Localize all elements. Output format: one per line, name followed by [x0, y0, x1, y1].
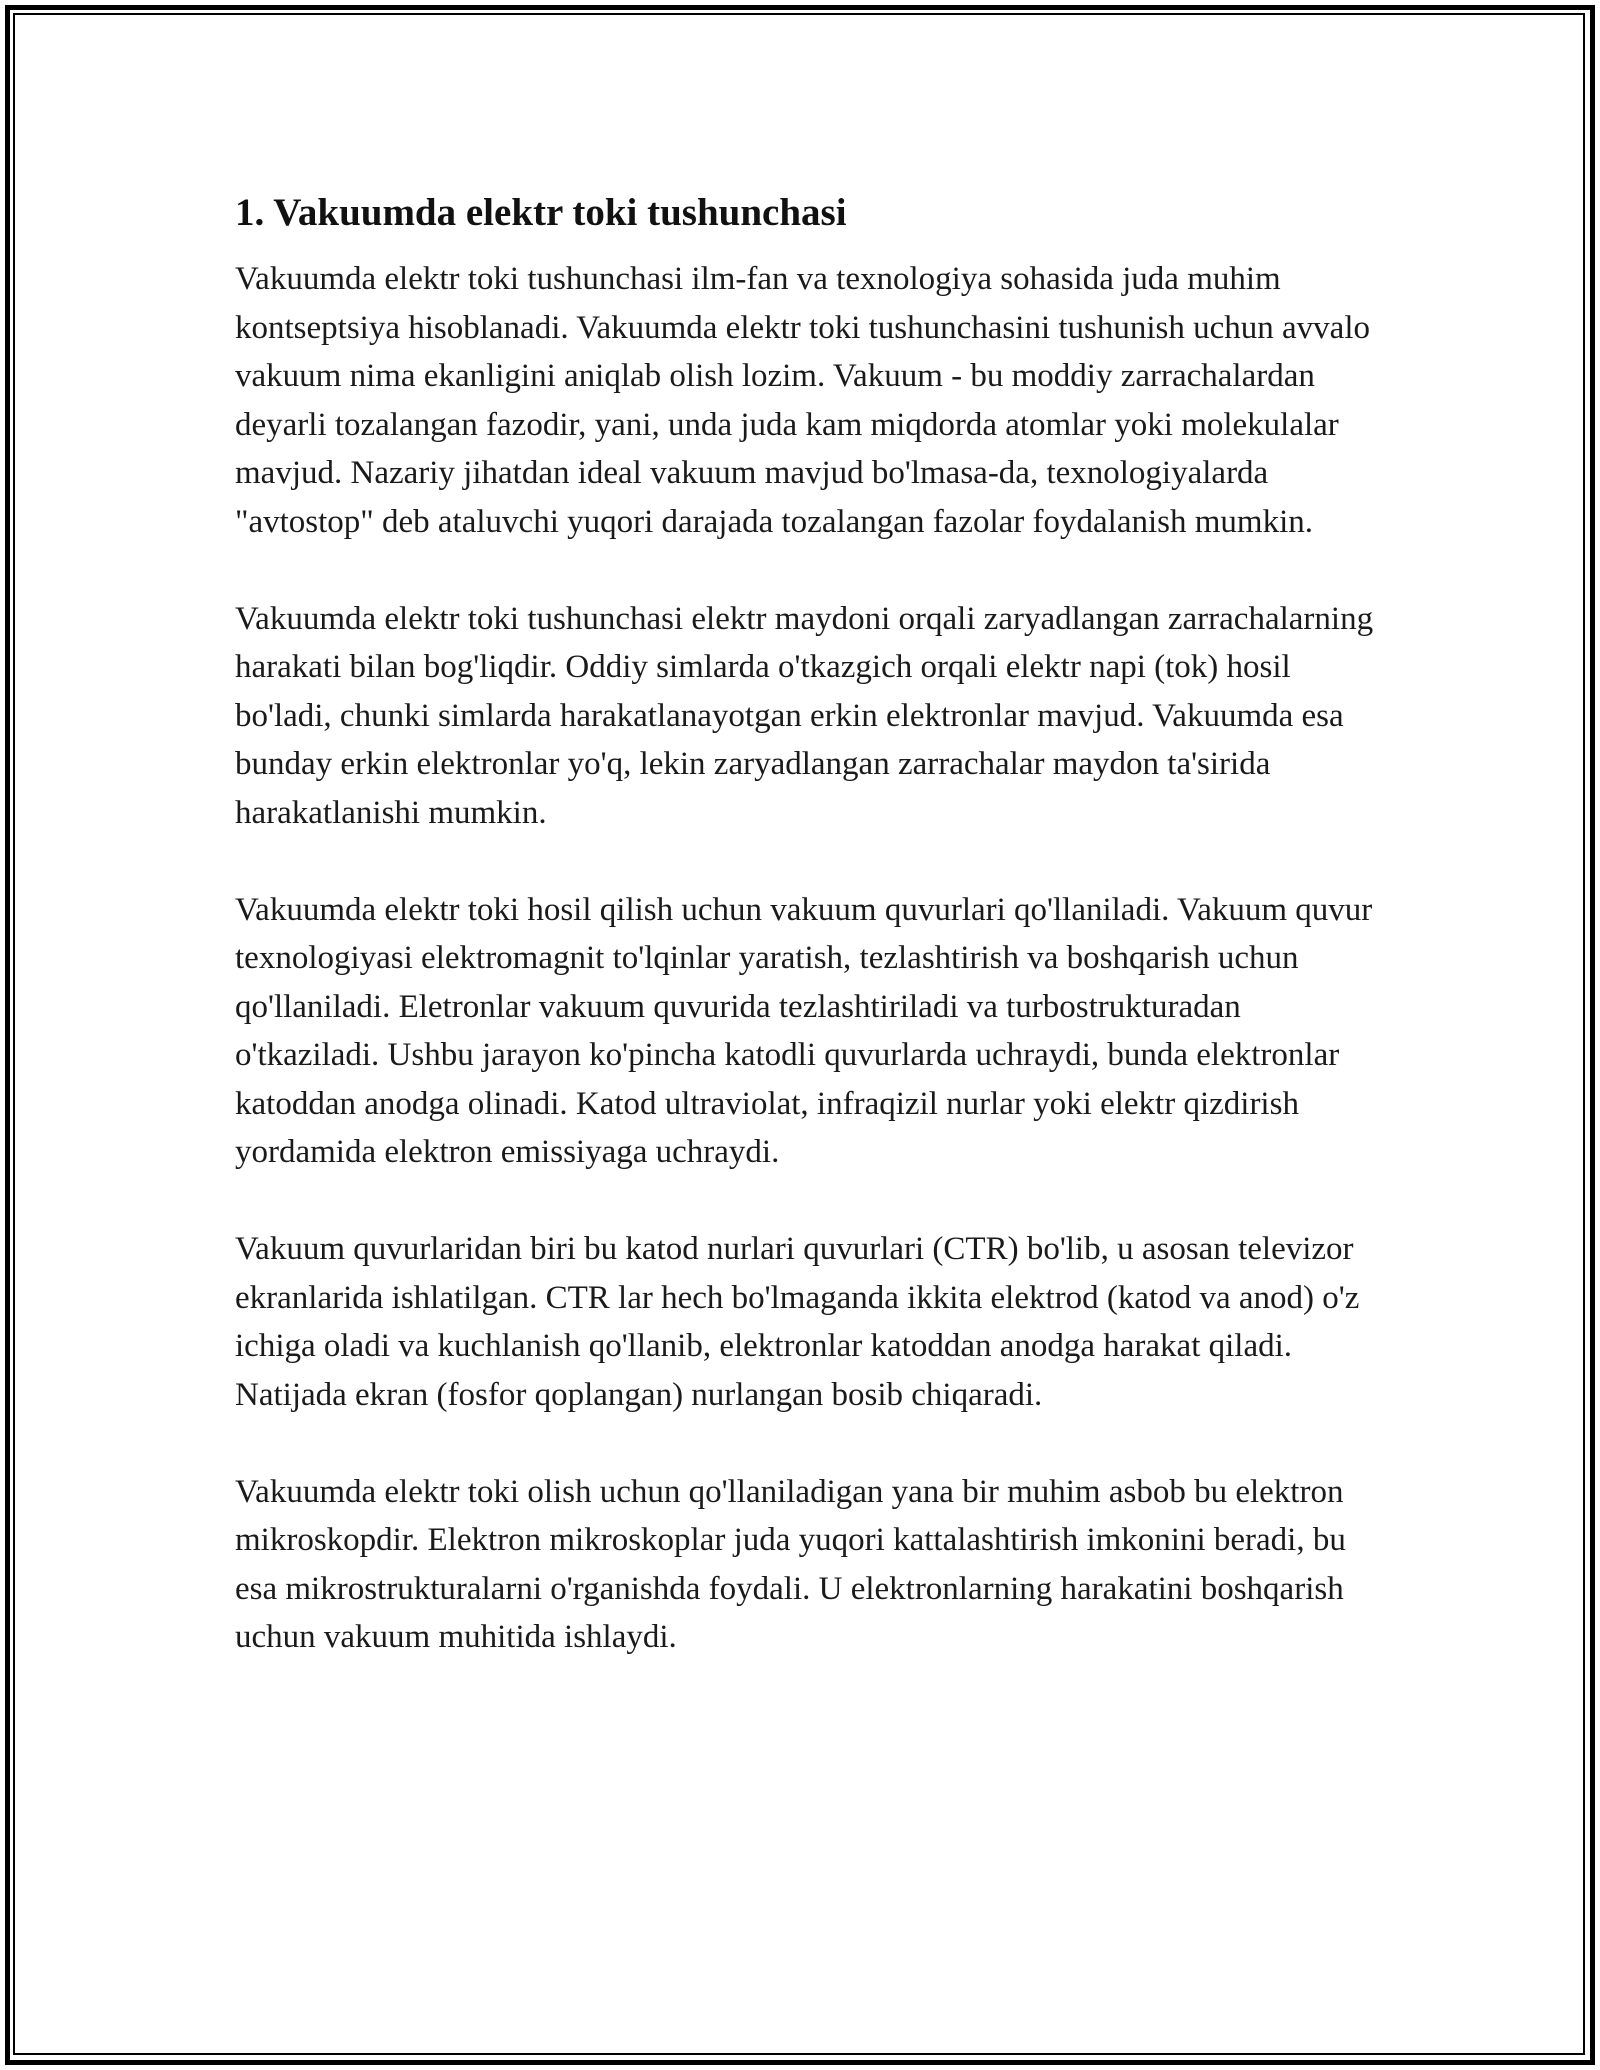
paragraph-5: Vakuumda elektr toki olish uchun qo'llaniladigan yana bir muhim asbob bu elektron mikroskopdir. Elektron mikroskoplar juda yuqori kattalashtirish imkonini beradi, bu esa mikrostrukturalarni o'rganishda foydali. U elektronlarning harakatini boshqarish uchun vakuum muhitida ishlaydi.: [235, 1473, 1346, 1655]
section-heading: 1. Vakuumda elektr toki tushunchasi: [235, 191, 847, 234]
paragraph-4: Vakuum quvurlaridan biri bu katod nurlari quvurlari (CTR) bo'lib, u asosan televizor ekranlarida ishlatilgan. CTR lar hech bo'lmaganda ikkita elektrod (katod va anod) o'z ichiga oladi va kuchlanish qo'llanib, elektronlar katoddan anodga harakat qiladi. Natijada ekran (fosfor qoplangan) nurlangan bosib chiqaradi.: [235, 1231, 1360, 1413]
document-body: [235, 185, 1375, 1710]
paragraph-1: Vakuumda elektr toki tushunchasi ilm-fan va texnologiya sohasida juda muhim kontseptsiya hisoblanadi. Vakuumda elektr toki tushunchasini tushunish uchun avvalo vakuum nima ekanligini aniqlab olish lozim. Vakuum - bu moddiy zarrachalardan deyarli tozalangan fazodir, yani, unda juda kam miqdorda atomlar yoki molekulalar mavjud. Nazariy jihatdan ideal vakuum mavjud bo'lmasa-da, texnologiyalarda "avtostop" deb ataluvchi yuqori darajada tozalangan fazolar foydalanish mumkin.: [235, 261, 1370, 540]
paragraph-3: Vakuumda elektr toki hosil qilish uchun vakuum quvurlari qo'llaniladi. Vakuum quvur texnologiyasi elektromagnit to'lqinlar yaratish, tezlashtirish va boshqarish uchun qo'llaniladi. Eletronlar vakuum quvurida tezlashtiriladi va turbostrukturadan o'tkaziladi. Ushbu jarayon ko'pincha katodli quvurlarda uchraydi, bunda elektronlar katoddan anodga olinadi. Katod ultraviolat, infraqizil nurlar yoki elektr qizdirish yordamida elektron emissiyaga uchraydi.: [235, 891, 1373, 1170]
paragraph-2: Vakuumda elektr toki tushunchasi elektr maydoni orqali zaryadlangan zarrachalarning harakati bilan bog'liqdir. Oddiy simlarda o'tkazgich orqali elektr napi (tok) hosil bo'ladi, chunki simlarda harakatlanayotgan erkin elektronlar mavjud. Vakuumda esa bunday erkin elektronlar yo'q, lekin zaryadlangan zarrachalar maydon ta'sirida harakatlanishi mumkin.: [235, 600, 1374, 831]
